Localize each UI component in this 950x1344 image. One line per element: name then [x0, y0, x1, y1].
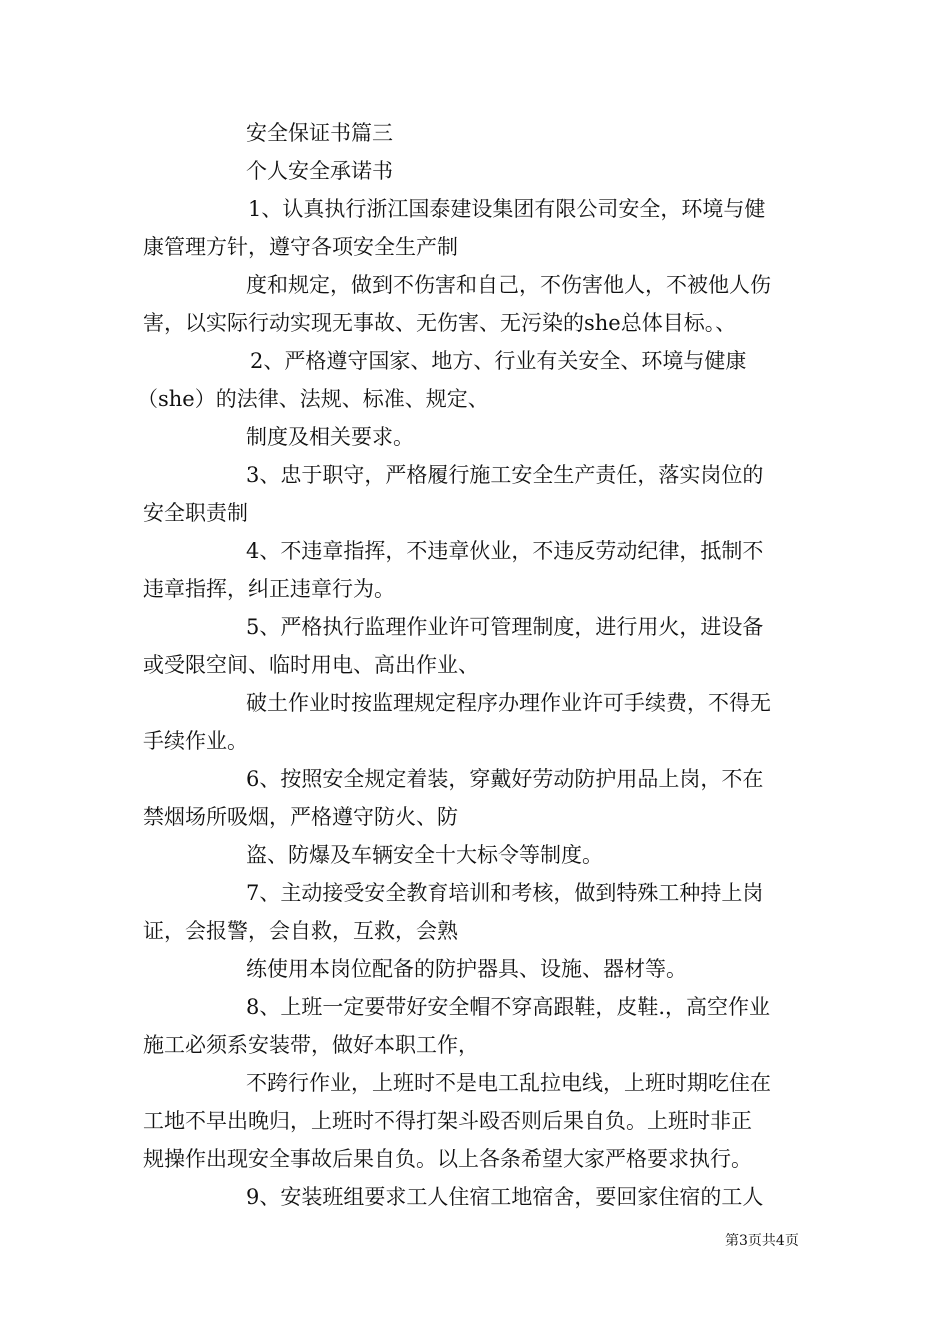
- document-title: 个人安全承诺书: [246, 159, 393, 183]
- paragraph-line: 施工必须系安装带，做好本职工作，: [143, 1033, 479, 1057]
- paragraph-line: 工地不早出晚归，上班时不得打架斗殴否则后果自负。上班时非正: [143, 1109, 752, 1133]
- paragraph-line: 4、不违章指挥，不违章伙业，不违反劳动纪律，抵制不: [246, 539, 764, 563]
- paragraph-line: 害，以实际行动实现无事故、无伤害、无污染的she总体目标。、: [143, 311, 737, 335]
- paragraph-line: 制度及相关要求。: [246, 425, 414, 449]
- paragraph-line: 7、主动接受安全教育培训和考核，做到特殊工种持上岗: [246, 881, 764, 905]
- paragraph-line: 手续作业。: [143, 729, 248, 753]
- paragraph-line: 不跨行作业，上班时不是电工乱拉电线，上班时期吃住在: [246, 1071, 771, 1095]
- paragraph-line: 或受限空间、临时用电、高出作业、: [143, 653, 479, 677]
- paragraph-line: 2、严格遵守国家、地方、行业有关安全、环境与健康: [250, 349, 747, 373]
- paragraph-line: 违章指挥，纠正违章行为。: [143, 577, 395, 601]
- paragraph-line: 3、忠于职守，严格履行施工安全生产责任，落实岗位的: [246, 463, 764, 487]
- paragraph-line: 9、安装班组要求工人住宿工地宿舍，要回家住宿的工人: [246, 1185, 764, 1209]
- paragraph-line: 禁烟场所吸烟，严格遵守防火、防: [143, 805, 458, 829]
- paragraph-line: 规操作出现安全事故后果自负。以上各条希望大家严格要求执行。: [143, 1147, 752, 1171]
- paragraph-line: 5、严格执行监理作业许可管理制度，进行用火，进设备: [246, 615, 764, 639]
- section-heading: 安全保证书篇三: [246, 121, 393, 145]
- page-number-footer: 第3页共4页: [725, 1233, 799, 1249]
- paragraph-line: 8、上班一定要带好安全帽不穿高跟鞋，皮鞋.，高空作业: [246, 995, 771, 1019]
- paragraph-line: 度和规定，做到不伤害和自己，不伤害他人，不被他人伤: [246, 273, 771, 297]
- paragraph-line: 练使用本岗位配备的防护器具、设施、器材等。: [246, 957, 687, 981]
- paragraph-line: 证，会报警，会自救，互救，会熟: [143, 919, 458, 943]
- paragraph-line: 破土作业时按监理规定程序办理作业许可手续费，不得无: [246, 691, 771, 715]
- paragraph-line: 1、认真执行浙江国泰建设集团有限公司安全，环境与健: [248, 197, 766, 221]
- paragraph-line: 6、按照安全规定着装，穿戴好劳动防护用品上岗，不在: [246, 767, 764, 791]
- paragraph-line: （she）的法律、法规、标准、规定、: [137, 387, 489, 411]
- paragraph-line: 盗、防爆及车辆安全十大标令等制度。: [246, 843, 603, 867]
- paragraph-line: 康管理方针，遵守各项安全生产制: [143, 235, 458, 259]
- paragraph-line: 安全职责制: [143, 501, 248, 525]
